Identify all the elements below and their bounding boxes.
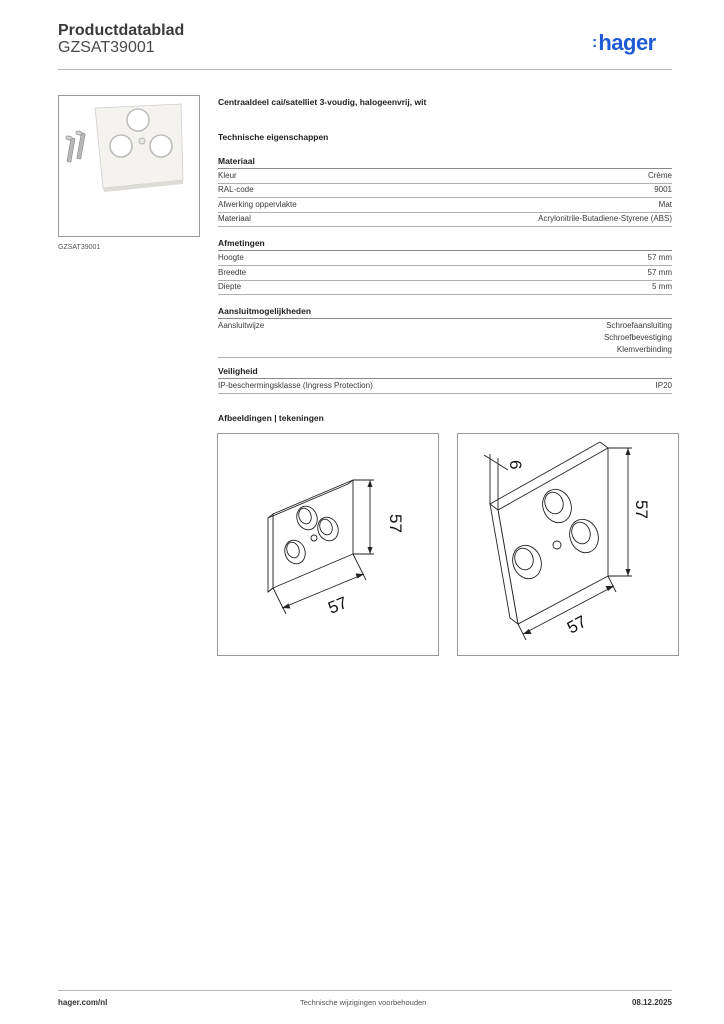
logo-dots: : (592, 34, 598, 51)
spec-row-afwerking (218, 199, 672, 213)
spec-value: Crème (647, 171, 672, 180)
height-dimension-label: 57 (632, 500, 651, 519)
spec-row-breedte (218, 267, 672, 281)
spec-value: Schroefaansluiting (606, 321, 672, 330)
spec-value: 9001 (654, 185, 672, 194)
hager-logo (592, 30, 656, 56)
spec-label: Materiaal (218, 214, 251, 223)
spec-label: RAL-code (218, 185, 254, 194)
footer-disclaimer: Technische wijzigingen voorbehouden (300, 998, 427, 1007)
drawing-svg (218, 434, 438, 655)
logo-text: hager (598, 30, 656, 55)
drawing-svg (458, 434, 678, 655)
spec-value: Mat (658, 200, 672, 209)
spec-row-materiaal (218, 213, 672, 227)
spec-row-aansluitwijze (218, 320, 672, 358)
spec-value: 57 mm (647, 253, 672, 262)
dimension-drawing-side (457, 433, 679, 656)
footer-divider (58, 990, 672, 991)
product-description: Centraaldeel cai/satelliet 3-voudig, halogeenvrij, wit (218, 97, 427, 107)
properties-heading: Technische eigenschappen (218, 132, 329, 142)
section-afmetingen-title: Afmetingen (218, 238, 672, 251)
cover-plate-image (95, 104, 183, 192)
spec-label: Breedte (218, 268, 247, 277)
spec-value: Klemverbinding (616, 345, 672, 354)
spec-value: IP20 (655, 381, 672, 390)
height-dimension-label: 57 (386, 514, 405, 533)
width-dimension-label: 57 (563, 611, 590, 638)
spec-label: Hoogte (218, 253, 244, 262)
screw-icon (66, 130, 86, 162)
spec-value-list (604, 320, 672, 356)
photo-caption: GZSAT39001 (58, 244, 101, 251)
dimension-drawing-front (217, 433, 439, 656)
spec-value: 57 mm (647, 268, 672, 277)
product-image (59, 96, 199, 236)
spec-label: Aansluitwijze (218, 321, 265, 330)
spec-value: 5 mm (652, 282, 672, 291)
spec-row-ral-code (218, 184, 672, 198)
header-divider (58, 69, 672, 70)
spec-row-hoogte (218, 252, 672, 266)
spec-row-ip-klasse (218, 380, 672, 394)
product-photo (58, 95, 200, 237)
spec-row-kleur (218, 170, 672, 184)
document-title: Productdatablad (58, 22, 185, 39)
spec-label: IP-beschermingsklasse (Ingress Protection) (218, 381, 373, 390)
spec-value: Acrylonitrile-Butadiene-Styrene (ABS) (538, 214, 672, 223)
section-veiligheid-title: Veiligheid (218, 366, 672, 379)
spec-label: Kleur (218, 171, 237, 180)
footer-website-link[interactable]: hager.com/nl (58, 998, 108, 1007)
width-dimension-label: 57 (325, 593, 351, 618)
spec-value: Schroefbevestiging (603, 333, 672, 342)
spec-row-diepte (218, 281, 672, 295)
depth-dimension-label: 6 (506, 460, 525, 470)
product-code: GZSAT39001 (58, 39, 155, 56)
spec-label: Afwerking oppervlakte (218, 200, 297, 209)
section-aansluit-title: Aansluitmogelijkheden (218, 306, 672, 319)
spec-label: Diepte (218, 282, 242, 291)
footer-date: 08.12.2025 (631, 998, 672, 1007)
figures-heading: Afbeeldingen | tekeningen (218, 413, 324, 423)
section-materiaal-title: Materiaal (218, 156, 672, 169)
